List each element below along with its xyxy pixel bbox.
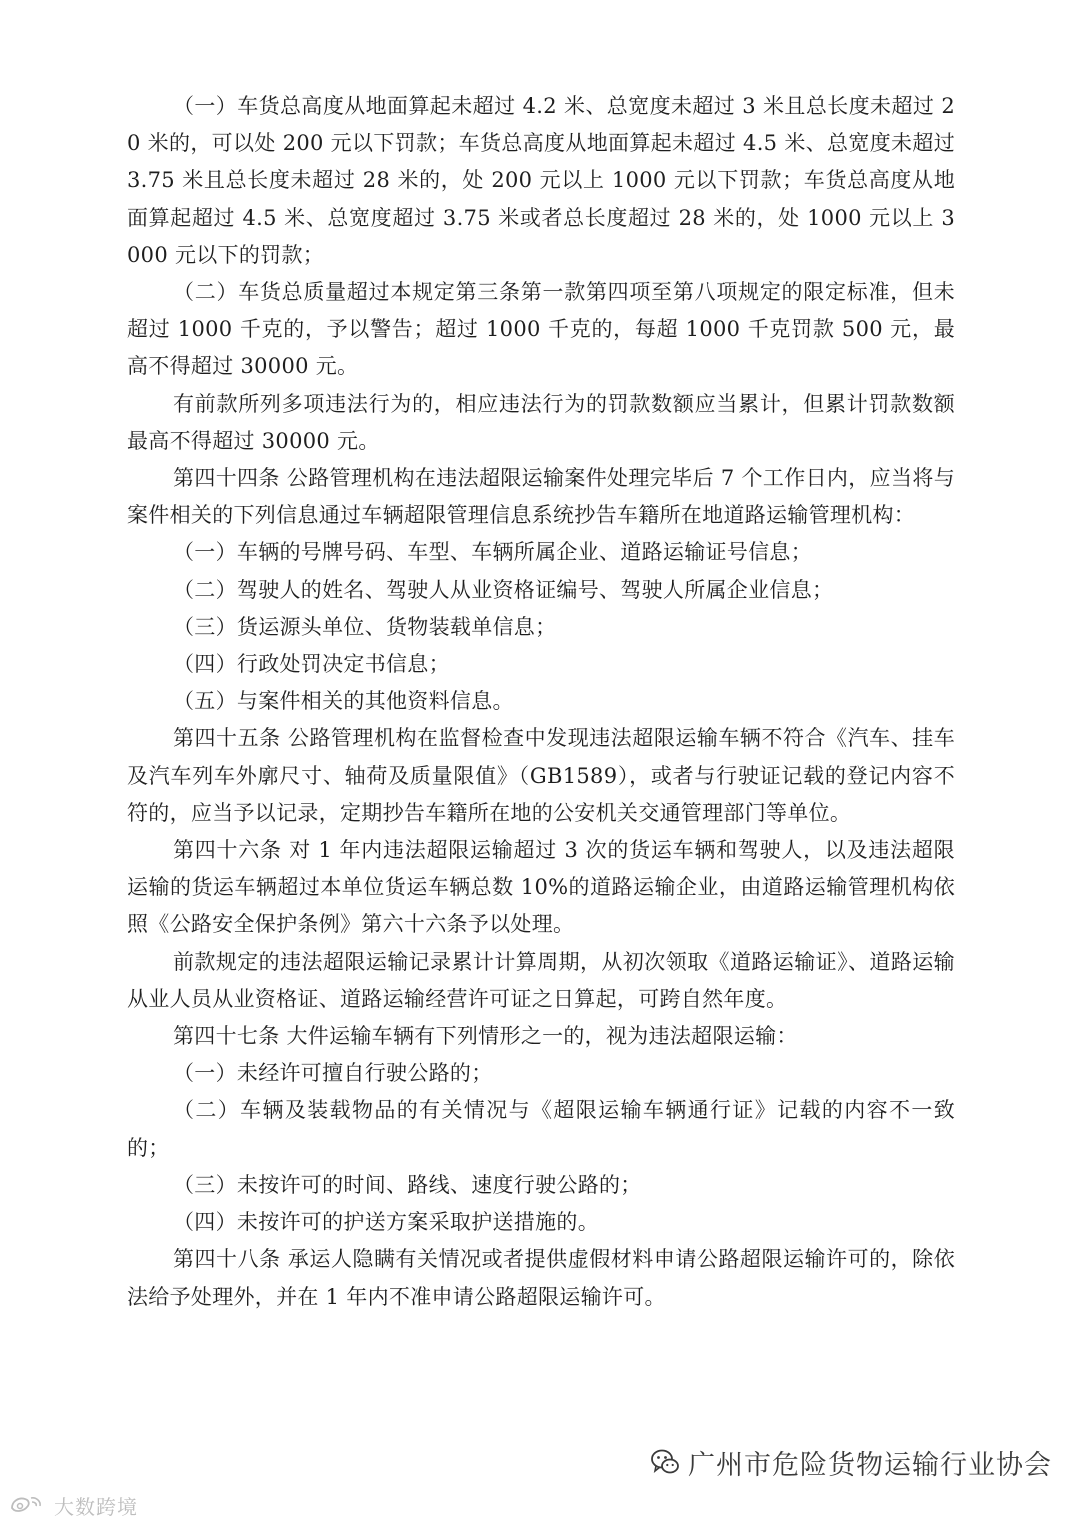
article-45: 第四十五条 公路管理机构在监督检查中发现违法超限运输车辆不符合《汽车、挂车及汽车列车外廓尺寸、轴荷及质量限值》（GB1589），或者与行驶证记载的登记内容不符的，应当予以记录，定期抄告车籍所在地的公安机关交通管理部门等单位。 bbox=[127, 726, 955, 825]
wechat-icon bbox=[650, 1447, 680, 1477]
article-47-item-1: （一）未经许可擅自行驶公路的； bbox=[173, 1061, 493, 1086]
article-44-item-3: （三）货运源头单位、货物装载单信息； bbox=[173, 614, 557, 639]
corner-watermark bbox=[8, 1490, 138, 1520]
weibo-icon bbox=[8, 1494, 48, 1516]
article-44-item-1: （一）车辆的号牌号码、车型、车辆所属企业、道路运输证号信息； bbox=[173, 540, 812, 565]
article-44-item-5: （五）与案件相关的其他资料信息。 bbox=[173, 689, 514, 714]
article-47-item-2: （二）车辆及装载物品的有关情况与《超限运输车辆通行证》记载的内容不一致的； bbox=[127, 1098, 955, 1160]
article-47: 第四十七条 大件运输车辆有下列情形之一的，视为违法超限运输： bbox=[173, 1024, 798, 1049]
article-47-item-3: （三）未按许可的时间、路线、速度行驶公路的； bbox=[173, 1172, 642, 1197]
article-46-para-2: 前款规定的违法超限运输记录累计计算周期，从初次领取《道路运输证》、道路运输从业人员从业资格证、道路运输经营许可证之日算起，可跨自然年度。 bbox=[127, 949, 955, 1011]
paragraph-1: （一）车货总高度从地面算起未超过 4.2 米、总宽度未超过 3 米且总长度未超过 20 米的，可以处 200 元以下罚款；车货总高度从地面算起未超过 4.5 米、总宽度未超过 3.75 米且总长度未超过 28 米的，处 200 元以上 1000 元以下罚款；车货总高度从地面算起超过 4.5 米、总宽度超过 3.75 米或者总长度超过 28 米的，处 1000 元以上 3000 元以下的罚款； bbox=[127, 94, 955, 267]
paragraph-2: （二）车货总质量超过本规定第三条第一款第四项至第八项规定的限定标准，但未超过 1000 千克的，予以警告；超过 1000 千克的，每超 1000 千克罚款 500 元，最高不得超过 30000 元。 bbox=[127, 280, 955, 379]
source-watermark bbox=[650, 1442, 1052, 1482]
watermark-source-text: 广州市危险货物运输行业协会 bbox=[688, 1449, 1052, 1481]
paragraph-3: 有前款所列多项违法行为的，相应违法行为的罚款数额应当累计，但累计罚款数额最高不得超过 30000 元。 bbox=[127, 391, 955, 453]
article-47-item-4: （四）未按许可的护送方案采取护送措施的。 bbox=[173, 1210, 599, 1235]
document-body bbox=[127, 88, 955, 1316]
article-44-item-4: （四）行政处罚决定书信息； bbox=[173, 652, 450, 677]
article-44: 第四十四条 公路管理机构在违法超限运输案件处理完毕后 7 个工作日内，应当将与案件相关的下列信息通过车辆超限管理信息系统抄告车籍所在地道路运输管理机构： bbox=[127, 466, 955, 528]
article-44-item-2: （二）驾驶人的姓名、驾驶人从业资格证编号、驾驶人所属企业信息； bbox=[173, 577, 834, 602]
watermark-corner-text: 大数跨境 bbox=[54, 1494, 138, 1519]
article-46: 第四十六条 对 1 年内违法超限运输超过 3 次的货运车辆和驾驶人，以及违法超限运输的货运车辆超过本单位货运车辆总数 10%的道路运输企业，由道路运输管理机构依照《公路安全保护条例》第六十六条予以处理。 bbox=[127, 838, 955, 937]
article-48: 第四十八条 承运人隐瞒有关情况或者提供虚假材料申请公路超限运输许可的，除依法给予处理外，并在 1 年内不准申请公路超限运输许可。 bbox=[127, 1247, 955, 1309]
